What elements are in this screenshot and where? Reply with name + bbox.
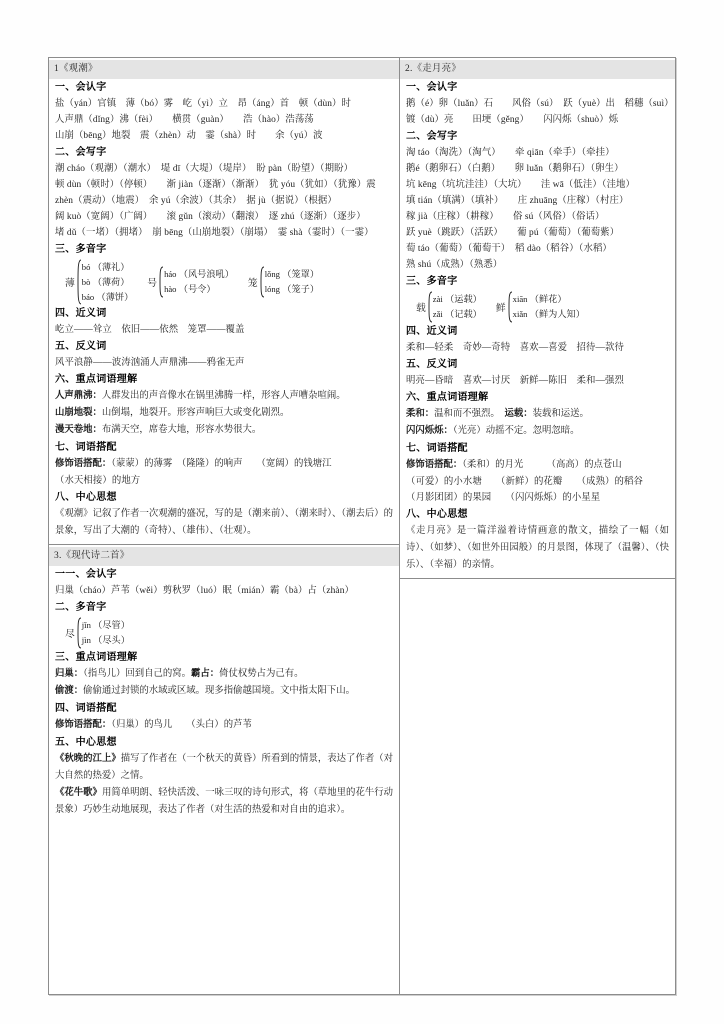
main-idea-paragraph <box>55 785 393 819</box>
word: （薄荷） <box>92 276 130 287</box>
polyphone-items <box>82 618 130 648</box>
term-entry <box>55 388 393 405</box>
word: （薄礼） <box>92 261 130 272</box>
pinyin: bò <box>81 276 91 287</box>
term-entry <box>55 456 393 473</box>
polyphone-items <box>164 267 234 297</box>
lesson-title: 3.《现代诗二首》 <box>49 547 399 566</box>
lesson-cell-zouyueliang <box>400 58 675 578</box>
section-line: 填 tián（填满）（填补） 庄 zhuāng（庄稼）（村庄） <box>406 196 629 206</box>
polyphone-char: 尽 <box>65 629 75 640</box>
section-line: zhèn（震动）（地震） 余 yú（余波）（其余） 据 jù（据说）（根据） <box>55 196 337 206</box>
polyphone-group <box>416 291 482 323</box>
term-label: 山崩地裂： <box>55 408 102 418</box>
section-line: 人声鼎（dǐng）沸（fèi） 横贯（guàn） 浩（hào）浩荡荡 <box>55 115 314 125</box>
polyphone-group <box>147 266 234 298</box>
work-title: 《花牛歌》 <box>55 788 102 798</box>
polyphone-group <box>248 266 319 298</box>
section-line: 熟 shú（成熟）（熟悉） <box>406 260 503 270</box>
term-text: 人群发出的声音像水在锅里沸腾一样，形容人声嘈杂喧闹。 <box>101 391 346 401</box>
term-text: （归巢）的鸟儿 （头白）的芦苇 <box>111 720 252 730</box>
section-heading: 七、词语搭配 <box>406 443 468 454</box>
term-text: 布满天空，席卷大地，形容水势很大。 <box>101 425 262 435</box>
word: （笼罩） <box>282 269 320 279</box>
term-label: 修饰语搭配： <box>55 459 112 469</box>
section-heading: 五、反义词 <box>55 341 107 352</box>
word: （号令） <box>178 284 216 294</box>
term-label: 修饰语搭配： <box>55 720 112 730</box>
polyphone-group <box>65 259 133 305</box>
term-label: 柔和： <box>406 409 435 419</box>
section-line: 淘 táo（淘洗）（淘气） 牵 qiān（牵手）（牵挂） <box>406 148 615 158</box>
section-heading: 六、重点词语理解 <box>406 392 489 403</box>
pinyin: bó <box>81 261 91 272</box>
term-entry <box>55 422 393 439</box>
section-line: 鹅é（鹅卵石）（白鹅） 卵 luǎn（鹅卵石）（卵生） <box>406 164 624 174</box>
pinyin: xiān <box>512 294 528 304</box>
section-heading: 八、中心思想 <box>406 509 468 520</box>
term-label: 人声鼎沸： <box>55 391 102 401</box>
term-label: 霸占： <box>190 669 220 679</box>
term-label: 闪闪烁烁： <box>406 426 453 436</box>
polyphone-row <box>65 617 393 649</box>
polyphone-char: 载 <box>416 303 426 314</box>
section-line: 潮 cháo（观潮）（潮水） 堤 dī（大堤）（堤岸） 盼 pàn（盼望）（期盼） <box>55 164 354 174</box>
pinyin: lóng <box>264 284 280 294</box>
section-heading: 三、多音字 <box>55 244 107 255</box>
word: （鲜花） <box>529 294 567 304</box>
pinyin: báo <box>81 291 95 302</box>
main-idea-paragraph: 《观潮》记叙了作者一次观潮的盛况，写的是（潮来前）、（潮来时）、（潮去后）的景象，写出了大潮的（奇特）、（雄伟）、（壮观）。 <box>55 509 393 536</box>
term-entry <box>55 666 393 683</box>
polyphone-items <box>433 292 482 322</box>
term-label: 运载： <box>504 409 533 419</box>
pinyin: hào <box>164 284 177 294</box>
section-heading: 五、反义词 <box>406 359 458 370</box>
section-heading: 二、会写字 <box>406 131 458 142</box>
polyphone-items <box>265 267 319 297</box>
section-heading: 七、词语搭配 <box>55 442 117 453</box>
pinyin: xiǎn <box>512 309 528 319</box>
word: （记载） <box>445 309 482 319</box>
section-line: 盐（yán）官镇 薄（bó）雾 屹（yì）立 昂（áng）首 顿（dùn）时 <box>55 99 351 109</box>
term-text: 装载和运送。 <box>532 409 589 419</box>
term-entry <box>55 683 393 700</box>
empty-cell-right <box>400 578 675 994</box>
term-text: （蒙蒙）的薄雾 （隆隆）的响声 （宽阔）的钱塘江 <box>111 459 332 469</box>
polyphone-group <box>65 617 130 649</box>
term-text: 山倒塌，地裂开。形容声响巨大或变化剧烈。 <box>101 408 290 418</box>
section-line: 阔 kuò（宽阔）（广阔） 滚 gǔn（滚动）（翻滚） 逐 zhú（逐渐）（逐步） <box>55 212 366 222</box>
section-line: 顿 dùn（顿时）（停顿） 渐 jiàn（逐渐）（渐渐） 犹 yóu（犹如）（犹豫）震 <box>55 180 376 190</box>
section-line: （可爱）的小水塘 （新鲜）的花瓣 （成熟）的稻谷 <box>406 477 643 487</box>
term-text: 温和而不强烈。 <box>434 409 500 419</box>
section-heading: 三、重点词语理解 <box>55 652 138 663</box>
section-heading: 一、会认字 <box>406 82 458 93</box>
section-line: 明亮—昏暗 喜欢—讨厌 新鲜—陈旧 柔和—强烈 <box>406 376 624 386</box>
polyphone-items <box>513 292 585 322</box>
term-entry <box>406 457 669 474</box>
section-heading: 四、近义词 <box>55 308 107 319</box>
lesson-cell-guanchao <box>49 58 399 544</box>
pinyin: zǎi <box>432 309 443 319</box>
term-label: 偷渡： <box>55 686 84 696</box>
word: （尽头） <box>93 635 130 645</box>
section-line: 坑 kēng（坑坑洼洼）（大坑） 洼 wā（低洼）（洼地） <box>406 180 636 190</box>
section-heading: 四、近义词 <box>406 326 458 337</box>
word: （笼子） <box>282 284 320 294</box>
section-heading: 一一、会认字 <box>55 569 117 580</box>
main-idea-text: 描写了作者在（一个秋天的黄昏）所看到的情景，表达了作者（对大自然的热爱）之情。 <box>55 754 393 781</box>
term-text: （指鸟儿）回到自己的窝。 <box>83 669 191 679</box>
word: （风号浪吼） <box>178 269 234 279</box>
section-line: 山崩（bēng）地裂 震（zhèn）动 霎（shà）时 余（yú）波 <box>55 131 323 141</box>
polyphone-row <box>416 291 669 323</box>
section-heading: 八、中心思想 <box>55 492 117 503</box>
section-heading: 五、中心思想 <box>55 737 117 748</box>
section-line: （水天相接）的地方 <box>55 476 141 486</box>
section-heading: 六、重点词语理解 <box>55 374 138 385</box>
term-label: 漫天卷地： <box>55 425 102 435</box>
work-title: 《秋晚的江上》 <box>55 754 121 764</box>
table-column-left <box>49 58 400 994</box>
lesson-cell-xiandaishi <box>49 544 399 823</box>
section-line: （月影团团）的果园 （闪闪烁烁）的小星星 <box>406 493 601 503</box>
lesson-title: 2.《走月亮》 <box>400 60 675 79</box>
pinyin: zài <box>432 294 443 304</box>
section-line: 稼 jià（庄稼）（耕稼） 俗 sú（风俗）（俗话） <box>406 212 605 222</box>
lesson-title: 1《观潮》 <box>49 60 399 79</box>
term-entry <box>55 717 393 734</box>
section-line: 堵 dǔ（一堵）（拥堵） 崩 bēng（山崩地裂）（崩塌） 霎 shà（霎时）（一霎） <box>55 228 374 238</box>
term-entry <box>406 423 669 440</box>
term-text: 倚仗权势占为己有。 <box>219 669 304 679</box>
section-line: 风平浪静——波涛汹涌人声鼎沸——鸦雀无声 <box>55 358 245 368</box>
polyphone-char: 鲜 <box>495 303 506 314</box>
word: （运载） <box>445 294 482 304</box>
section-line: 鹅（é）卵（luǎn）石 风俗（sú） 跃（yuè）出 稻穗（suì） <box>406 99 674 109</box>
pinyin: jìn <box>81 635 91 645</box>
section-line: 跃 yuè（跳跃）（活跃） 葡 pú（葡萄）（葡萄紫） <box>406 228 620 238</box>
section-line: 镀（dù）亮 田埂（gěng） 闪闪烁（shuò）烁 <box>406 115 619 125</box>
section-line: 屹立——耸立 依旧——依然 笼罩——覆盖 <box>55 325 245 335</box>
word: （鲜为人知） <box>529 309 585 319</box>
polyphone-items <box>82 260 133 305</box>
term-label: 修饰语搭配： <box>406 460 463 470</box>
main-idea-paragraph: 《走月亮》是一篇洋溢着诗情画意的散文，描绘了一幅（如诗）、（如梦）、（如世外田园般）的月景图，体现了（温馨）、（快乐）、（幸福）的亲情。 <box>406 526 669 570</box>
section-heading: 三、多音字 <box>406 276 458 287</box>
polyphone-char: 号 <box>147 278 158 289</box>
term-entry <box>55 405 393 422</box>
polyphone-group <box>496 291 585 323</box>
section-heading: 四、词语搭配 <box>55 703 117 714</box>
section-line: 萄 táo（葡萄）（葡萄干） 稻 dào（稻谷）（水稻） <box>406 244 612 254</box>
polyphone-char: 薄 <box>65 278 75 289</box>
polyphone-row <box>65 259 393 305</box>
main-idea-paragraph <box>55 751 393 785</box>
section-heading: 二、多音字 <box>55 602 107 613</box>
term-label: 归巢： <box>55 669 84 679</box>
table-column-right <box>400 58 675 994</box>
word: （尽管） <box>93 620 130 630</box>
pinyin: háo <box>164 269 177 279</box>
term-text: （光亮）动摇不定。忽明忽暗。 <box>452 426 580 436</box>
term-text: 偷偷通过封锁的水域或区域。现多指偷越国境。文中指太阳下山。 <box>83 686 356 696</box>
section-line: 柔和—轻柔 奇妙—奇特 喜欢—喜爱 招待—款待 <box>406 343 624 353</box>
pinyin: lǒng <box>264 269 280 279</box>
section-heading: 二、会写字 <box>55 147 107 158</box>
section-line: 归巢（cháo）芦苇（wěi）剪秋罗（luó）眠（mián）霸（bà）占（zhàn） <box>55 586 354 596</box>
pinyin: jǐn <box>81 620 91 630</box>
term-text: （柔和）的月光 （高高）的点苍山 <box>462 460 622 470</box>
main-idea-text: 用简单明朗、轻快活泼、一咏三叹的诗句形式，将（草地里的花牛行动景象）巧妙生动地展现，表达了作者（对生活的热爱和对自由的追求）。 <box>55 788 393 815</box>
polyphone-char: 笼 <box>247 278 258 289</box>
notes-table <box>48 57 676 995</box>
section-heading: 一、会认字 <box>55 82 107 93</box>
word: （薄饼） <box>96 291 134 302</box>
term-entry <box>406 406 669 423</box>
